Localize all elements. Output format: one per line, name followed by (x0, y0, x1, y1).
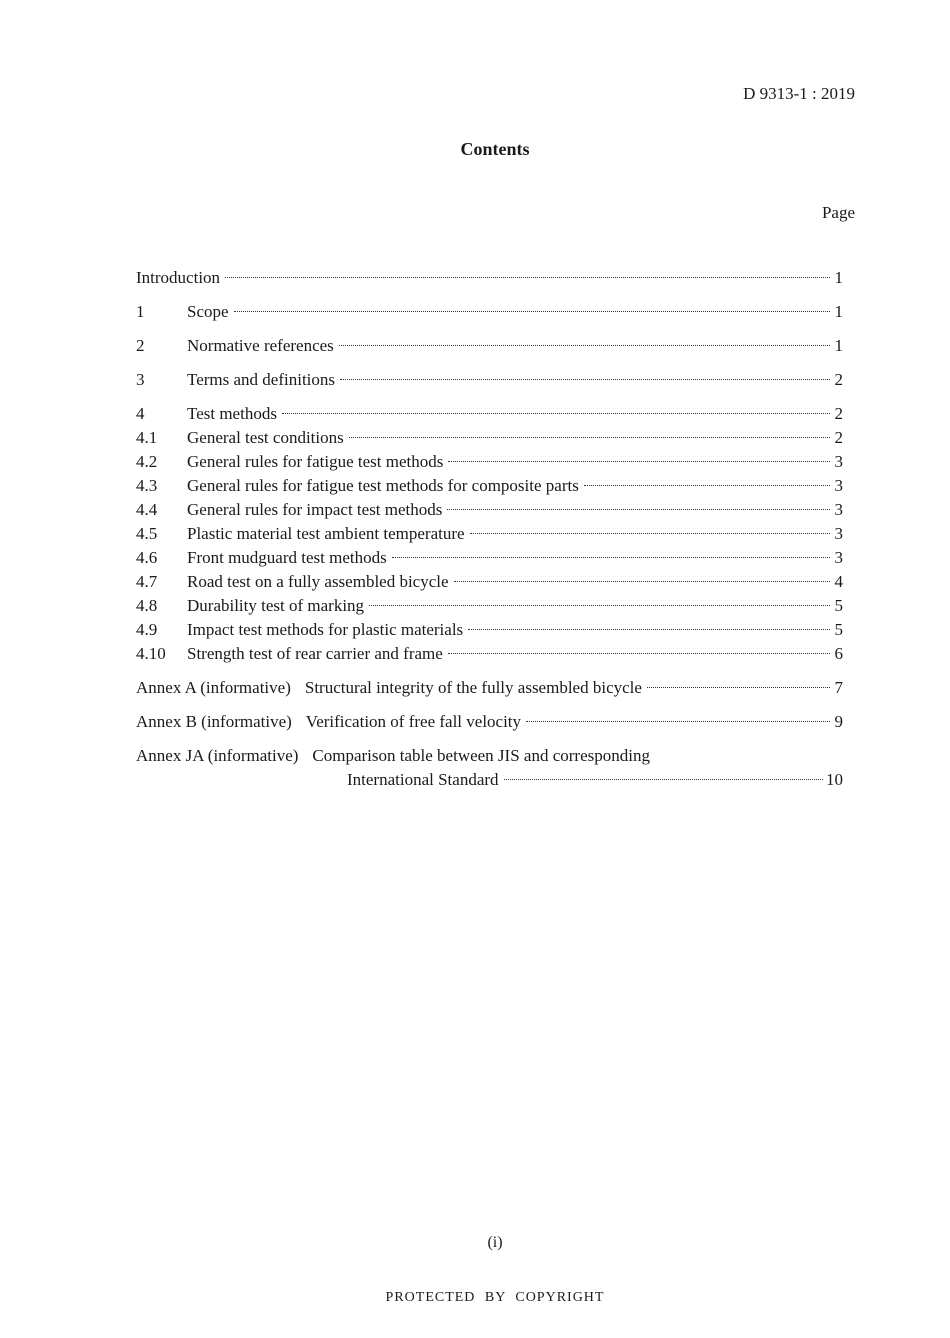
toc-entry-4-6[interactable] (136, 546, 843, 570)
toc-page: 3 (834, 452, 843, 471)
toc-entry-4-5[interactable] (136, 522, 843, 546)
dot-leader (584, 485, 830, 486)
toc-entry-annex-b[interactable] (136, 710, 843, 734)
toc-number: 4.2 (136, 452, 158, 471)
toc-page: 3 (834, 524, 843, 543)
toc-title: General rules for fatigue test methods (187, 452, 444, 471)
toc-entry-normative-references[interactable] (136, 334, 843, 358)
annex-label: Annex A (informative) (136, 678, 291, 697)
toc-title: Introduction (136, 268, 221, 287)
toc-number: 4.8 (136, 596, 158, 615)
page-column-heading: Page (821, 203, 855, 222)
toc-title: Plastic material test ambient temperature (187, 524, 465, 543)
toc-title: Impact test methods for plastic materials (187, 620, 464, 639)
dot-leader (282, 413, 830, 414)
toc-title: Strength test of rear carrier and frame (187, 644, 443, 663)
dot-leader (526, 721, 830, 722)
dot-leader (369, 605, 830, 606)
toc-entry-terms-definitions[interactable] (136, 368, 843, 392)
toc-entry-4-4[interactable] (136, 498, 843, 522)
copyright-notice: PROTECTED BY COPYRIGHT (385, 1290, 605, 1305)
toc-title: Verification of free fall velocity (305, 712, 522, 731)
toc-entry-4-1[interactable] (136, 426, 843, 450)
toc-page: 3 (834, 476, 843, 495)
dot-leader (392, 557, 830, 558)
toc-page: 1 (834, 268, 843, 287)
toc-entry-annex-a[interactable] (136, 676, 843, 700)
toc-title: Durability test of marking (187, 596, 365, 615)
toc-number: 4.1 (136, 428, 158, 447)
document-code: D 9313-1 : 2019 (743, 84, 855, 103)
toc-number: 4.10 (136, 644, 166, 663)
toc-title: Test methods (187, 404, 277, 423)
toc-page: 3 (834, 500, 843, 519)
dot-leader (339, 345, 830, 346)
toc-number: 4.5 (136, 524, 158, 543)
toc-title: Road test on a fully assembled bicycle (187, 572, 449, 591)
toc-number: 3 (136, 370, 145, 389)
dot-leader (468, 629, 830, 630)
toc-page: 5 (834, 596, 843, 615)
toc-title: General test conditions (187, 428, 344, 447)
toc-title-continued: International Standard (347, 770, 499, 789)
toc-title: General rules for fatigue test methods for composite parts (187, 476, 579, 495)
toc-title: Front mudguard test methods (187, 548, 387, 567)
toc-page: 5 (834, 620, 843, 639)
toc-entry-4-10[interactable] (136, 642, 843, 666)
dot-leader (647, 687, 830, 688)
dot-leader (470, 533, 830, 534)
toc-entry-introduction[interactable] (136, 266, 843, 290)
toc-number: 4.3 (136, 476, 158, 495)
toc-page: 6 (834, 644, 843, 663)
toc-entry-annex-ja[interactable] (136, 744, 843, 792)
annex-label: Annex JA (informative) (136, 746, 299, 765)
toc-title: Structural integrity of the fully assembled bicycle (304, 678, 642, 697)
dot-leader (454, 581, 830, 582)
page-number: (i) (487, 1234, 503, 1251)
dot-leader (349, 437, 830, 438)
toc-page: 1 (834, 302, 843, 321)
dot-leader (448, 653, 830, 654)
toc-entry-4-9[interactable] (136, 618, 843, 642)
toc-page: 7 (834, 678, 843, 697)
toc-entry-4-8[interactable] (136, 594, 843, 618)
toc-page: 1 (834, 336, 843, 355)
annex-ja-first-line (136, 744, 843, 768)
toc-number: 4.9 (136, 620, 158, 639)
table-of-contents (136, 266, 843, 792)
dot-leader (225, 277, 830, 278)
toc-page: 4 (834, 572, 843, 591)
annex-label: Annex B (informative) (136, 712, 292, 731)
toc-page: 2 (834, 428, 843, 447)
toc-entry-scope[interactable] (136, 300, 843, 324)
toc-number: 4.7 (136, 572, 158, 591)
toc-entry-4-7[interactable] (136, 570, 843, 594)
dot-leader (504, 779, 823, 780)
toc-title: Scope (187, 302, 229, 321)
toc-entry-4-2[interactable] (136, 450, 843, 474)
toc-page: 10 (826, 770, 843, 789)
toc-title: Normative references (187, 336, 334, 355)
dot-leader (448, 461, 830, 462)
toc-page: 3 (834, 548, 843, 567)
annex-ja-second-line (136, 768, 850, 792)
toc-page: 9 (834, 712, 843, 731)
toc-number: 1 (136, 302, 145, 321)
toc-title: Terms and definitions (187, 370, 336, 389)
contents-title: Contents (460, 139, 530, 159)
toc-number: 4 (136, 404, 145, 423)
toc-title: General rules for impact test methods (187, 500, 443, 519)
toc-page: 2 (834, 404, 843, 423)
dot-leader (234, 311, 830, 312)
toc-entry-4-3[interactable] (136, 474, 843, 498)
toc-entry-test-methods[interactable] (136, 402, 843, 426)
toc-page: 2 (834, 370, 843, 389)
toc-number: 4.4 (136, 500, 158, 519)
dot-leader (340, 379, 830, 380)
toc-number: 4.6 (136, 548, 158, 567)
dot-leader (447, 509, 830, 510)
toc-title: Comparison table between JIS and corresponding (312, 746, 650, 765)
toc-number: 2 (136, 336, 145, 355)
